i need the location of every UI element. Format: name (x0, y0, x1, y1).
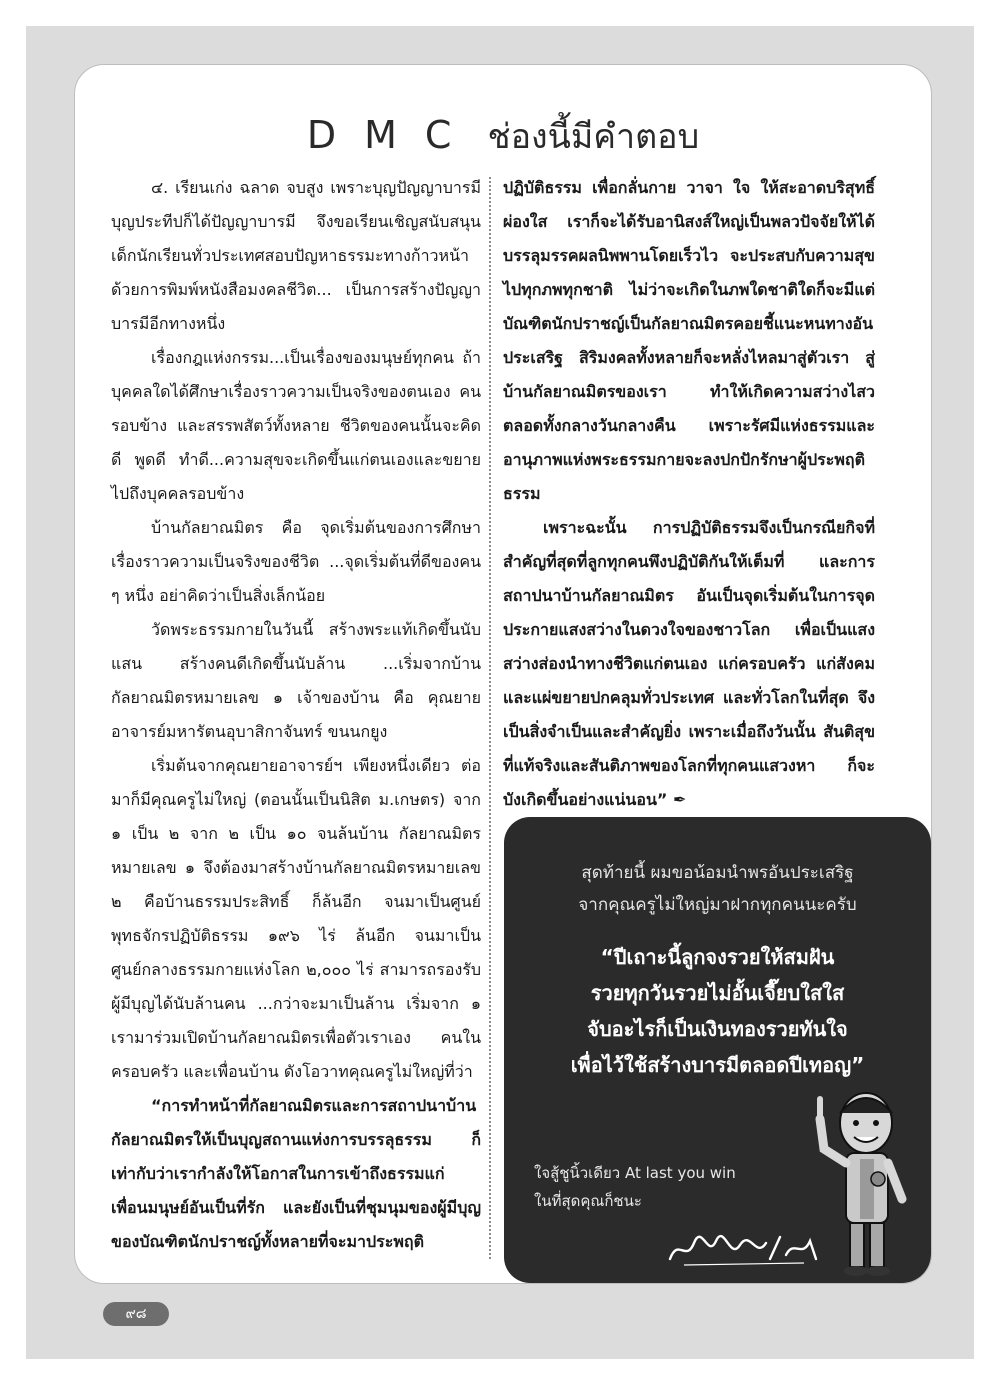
final-paragraph-text: เพราะฉะนั้น การปฏิบัติธรรมจึงเป็นกรณียกิจที่สำคัญที่สุดที่ลูกทุกคนพึงปฏิบัติกันให้เต็มที่ และการสถาปนาบ้านกัลยาณมิตร อันเป็นจุดเริ่มต้นในการจุดประกายแสงสว่างในดวงใจของชาวโลก เพื่อเป็นแสงสว่างส่องนำทางชีวิตแก่ตนเอง แก่ครอบครัว แก่สังคม และแผ่ขยายปกคลุมทั่วประเทศ และทั่วโลกในที่สุด จึงเป็นสิ่งจำเป็นและสำคัญยิ่ง เพราะเมื่อถึงวันนั้น สันติสุขที่แท้จริงและสันติภาพของโลกที่ทุกคนแสวงหา ก็จะบังเกิดขึ้นอย่างแน่นอน” (503, 518, 875, 809)
cartoon-man-pointing-icon (806, 1079, 924, 1279)
poem-line: จับอะไรก็เป็นเงินทองรวยทันใจ (587, 1017, 848, 1041)
feather-icon: ✒ (673, 790, 687, 809)
blessing-intro (504, 857, 931, 921)
motto-line: ใจสู้ชูนิ้วเดียว At last you win (534, 1164, 736, 1182)
brand-dmc: DMC (306, 113, 480, 157)
page-title (75, 109, 931, 163)
right-column (503, 171, 875, 817)
paragraph: บ้านกัลยาณมิตร คือ จุดเริ่มต้นของการศึกษาเรื่องราวความเป็นจริงของชีวิต ...จุดเริ่มต้นที่ดีของคน ๆ หนึ่ง อย่าคิดว่าเป็นสิ่งเล็กน้อย (111, 518, 481, 605)
intro-line: จากคุณครูไม่ใหญ่มาฝากทุกคนนะครับ (578, 895, 857, 915)
motto (534, 1159, 736, 1215)
quote-continuation: ปฏิบัติธรรม เพื่อกลั่นกาย วาจา ใจ ให้สะอาดบริสุทธิ์ผ่องใส เราก็จะได้รับอานิสงส์ใหญ่เป็นพลวปัจจัยให้ได้บรรลุมรรคผลนิพพานโดยเร็วไว จะประสบกับความสุขไปทุกภพทุกชาติ ไม่ว่าจะเกิดในภพใดชาติใดก็จะมีแต่บัณฑิตนักปราชญ์เป็นกัลยาณมิตรคอยชี้แนะหนทางอันประเสริฐ สิริมงคลทั้งหลายก็จะหลั่งไหลมาสู่ตัวเรา สู่บ้านกัลยาณมิตรของเรา ทำให้เกิดความสว่างไสวตลอดทั้งกลางวันกลางคืน เพราะรัศมีแห่งธรรมและอานุภาพแห่งพระธรรมกายจะลงปกปักรักษาผู้ประพฤติธรรม (503, 178, 875, 503)
paragraph: วัดพระธรรมกายในวันนี้ สร้างพระแท้เกิดขึ้นนับแสน สร้างคนดีเกิดขึ้นนับล้าน ...เริ่มจากบ้านกัลยาณมิตรหมายเลข ๑ เจ้าของบ้าน คือ คุณยายอาจารย์มหารัตนอุบาสิกาจันทร์ ขนนกยูง (111, 620, 481, 741)
paragraph: เริ่มต้นจากคุณยายอาจารย์ฯ เพียงหนึ่งเดียว ต่อมาก็มีคุณครูไม่ใหญ่ (ตอนนั้นเป็นนิสิต ม.เกษตร) จาก ๑ เป็น ๒ จาก ๒ เป็น ๑๐ จนล้นบ้าน กัลยาณมิตรหมายเลข ๑ จึงต้องมาสร้างบ้านกัลยาณมิตรหมายเลข ๒ คือบ้านธรรมประสิทธิ์ ก็ล้นอีก จนมาเป็นศูนย์พุทธจักรปฏิบัติธรรม ๑๙๖ ไร่ ล้นอีก จนมาเป็นศูนย์กลางธรรมกายแห่งโลก ๒,๐๐๐ ไร่ สามารถรองรับผู้มีบุญได้นับล้านคน ...กว่าจะมาเป็นล้าน เริ่มจาก ๑ เรามาร่วมเปิดบ้านกัลยาณมิตรเพื่อตัวเราเอง คนในครอบครัว และเพื่อนบ้าน ดังโอวาทคุณครูไม่ใหญ่ที่ว่า (111, 756, 481, 1081)
poem-line: รวยทุกวันรวยไม่อั้นเจี๊ยบใสใส (590, 981, 845, 1005)
left-column (111, 171, 481, 1259)
quote-paragraph: “การทำหน้าที่กัลยาณมิตรและการสถาปนาบ้านกัลยาณมิตรให้เป็นบุญสถานแห่งการบรรลุธรรม ก็เท่ากับว่าเรากำลังให้โอกาสในการเข้าถึงธรรมแก่เพื่อนมนุษย์อันเป็นที่รัก และยังเป็นที่ชุมนุมของผู้มีบุญ ของบัณฑิตนักปราชญ์ทั้งหลายที่จะมาประพฤติ (111, 1096, 481, 1251)
intro-line: สุดท้ายนี้ ผมขอน้อมนำพรอันประเสริฐ (581, 863, 854, 883)
paragraph (503, 511, 875, 817)
paragraph: เรื่องกฎแห่งกรรม...เป็นเรื่องของมนุษย์ทุกคน ถ้าบุคคลใดได้ศึกษาเรื่องราวความเป็นจริงของตนเอง คนรอบข้าง และสรรพสัตว์ทั้งหลาย ชีวิตของคนนั้นจะคิดดี พูดดี ทำดี...ความสุขจะเกิดขึ้นแก่ตนเองและขยายไปถึงบุคคลรอบข้าง (111, 348, 481, 503)
poem-line: “ปีเถาะนี้ลูกจงรวยให้สมฝัน (600, 945, 835, 969)
title-text: ช่องนี้มีคำตอบ (487, 117, 700, 157)
article-card (74, 64, 932, 1284)
signature-image (664, 1229, 824, 1269)
poem-line: เพื่อไว้ใช้สร้างบารมีตลอดปีเทอญ” (570, 1053, 865, 1077)
column-divider (489, 177, 491, 1259)
paragraph: ๔. เรียนเก่ง ฉลาด จบสูง เพราะบุญปัญญาบารมี บุญประทีปก็ได้ปัญญาบารมี จึงขอเรียนเชิญสนับสนุนเด็กนักเรียนทั่วประเทศสอบปัญหาธรรมะทางก้าวหน้า ด้วยการพิมพ์หนังสือมงคลชีวิต... เป็นการสร้างปัญญาบารมีอีกทางหนึ่ง (111, 178, 481, 333)
blessing-box (504, 817, 931, 1283)
blessing-poem (504, 939, 931, 1083)
motto-line: ในที่สุดคุณก็ชนะ (534, 1192, 642, 1210)
page-number: ๙๘ (103, 1302, 169, 1326)
